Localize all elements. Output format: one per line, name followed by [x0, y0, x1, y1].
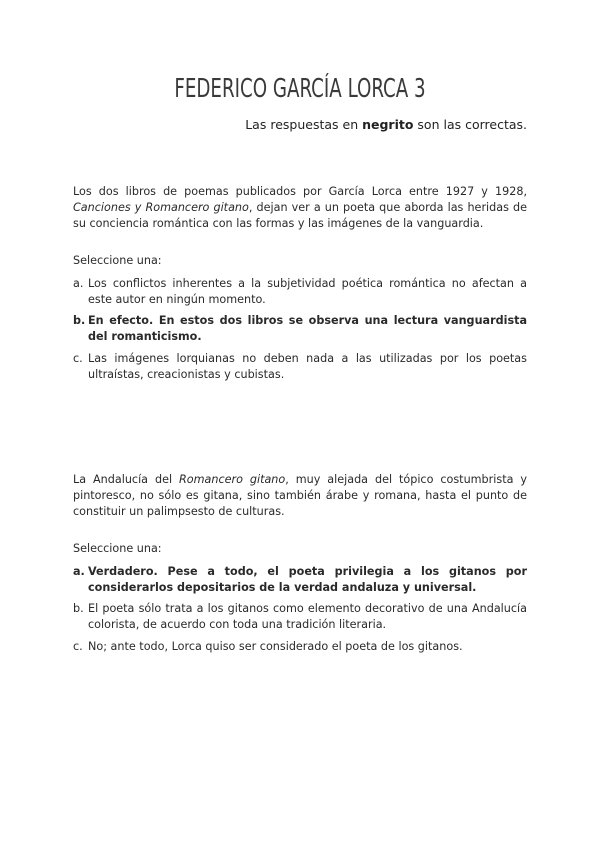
question-2-stem-start: La Andalucía del: [73, 473, 179, 486]
question-2-option-b: [73, 601, 527, 633]
page-title: FEDERICO GARCÍA LORCA 3: [174, 74, 426, 104]
question-1-prompt: Seleccione una:: [73, 253, 162, 267]
option-text: Los conflictos inherentes a la subjetividad poética romántica no afectan a este autor en ningún momento.: [88, 276, 527, 307]
question-2: [73, 472, 527, 660]
question-2-prompt: Seleccione una:: [73, 541, 162, 555]
question-2-option-a: [73, 564, 527, 596]
question-2-option-c: [73, 639, 527, 655]
question-1-stem-end: , dejan ver a un poeta que aborda las heridas de su conciencia romántica con las formas y las imágenes de la vanguardia.: [73, 201, 527, 231]
option-letter: b.: [73, 314, 86, 328]
option-text: En efecto. En estos dos libros se observa una lectura vanguardista del romanticismo.: [88, 314, 527, 344]
option-text: Las imágenes lorquianas no deben nada a las utilizadas por los poetas ultraístas, creacionistas y cubistas.: [88, 351, 527, 381]
answer-key-note-bold: negrito: [362, 117, 414, 132]
answer-key-note-end: son las correctas.: [413, 117, 527, 132]
question-1-option-a: [73, 276, 527, 308]
question-1-stem-italic: Canciones y Romancero gitano: [73, 201, 249, 215]
option-text: No; ante todo, Lorca quiso ser considerado el poeta de los gitanos.: [88, 639, 463, 653]
question-2-stem-italic: Romancero gitano: [178, 473, 286, 486]
question-1: [73, 184, 527, 388]
question-1-stem-start: Los dos libros de poemas publicados por García Lorca entre 1927 y 1928,: [73, 185, 527, 198]
question-1-option-b: [73, 313, 527, 345]
option-letter: c.: [73, 351, 83, 365]
question-1-stem: [73, 184, 527, 233]
answer-key-note-start: Las respuestas en: [245, 117, 363, 132]
option-letter: a.: [73, 276, 84, 290]
option-text: Verdadero. Pese a todo, el poeta privilegia a los gitanos por considerarlos depositarios de la verdad andaluza y universal.: [88, 564, 527, 595]
option-letter: b.: [73, 602, 84, 616]
option-text: El poeta sólo trata a los gitanos como elemento decorativo de una Andalucía colorista, de acuerdo con toda una tradición literaria.: [88, 602, 527, 632]
answer-key-note: [245, 117, 527, 132]
question-2-stem: [73, 472, 527, 521]
option-letter: c.: [73, 639, 83, 653]
question-2-stem-end: , muy alejada del tópico costumbrista y pintoresco, no sólo es gitana, sino también árabe y romana, hasta el punto de constituir un palimpsesto de culturas.: [73, 473, 527, 519]
option-letter: a.: [73, 564, 85, 578]
question-1-option-c: [73, 351, 527, 383]
